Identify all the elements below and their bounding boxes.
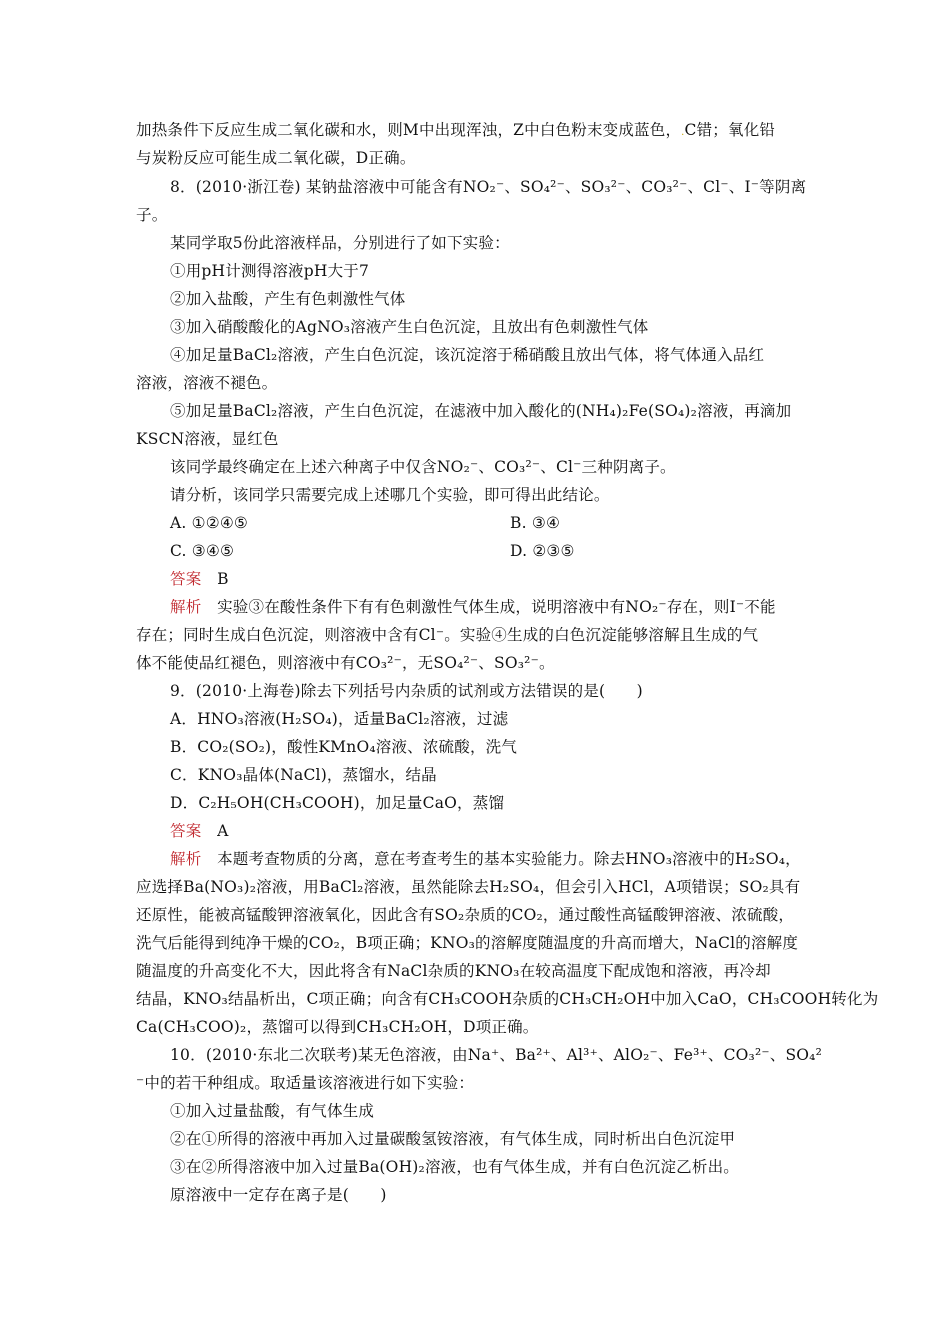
text-line: Ca(CH₃COO)₂，蒸馏可以得到CH₃CH₂OH，D项正确。 <box>136 1018 539 1036</box>
text-line: 存在；同时生成白色沉淀，则溶液中含有Cl⁻。实验④生成的白色沉淀能够溶解且生成的气 <box>136 626 759 644</box>
analysis-label: 解析 <box>170 850 202 868</box>
text-line: 某同学取5份此溶液样品，分别进行了如下实验： <box>170 234 510 252</box>
experiment-1: ①加入过量盐酸，有气体生成 <box>170 1102 375 1120</box>
text-line: 子。 <box>136 206 168 224</box>
question-9-stem: 9．(2010·上海卷)除去下列括号内杂质的试剂或方法错误的是( ) <box>170 682 643 700</box>
text-line: 该同学最终确定在上述六种离子中仅含NO₂⁻、CO₃²⁻、Cl⁻三种阴离子。 <box>170 458 676 476</box>
text-line: 应选择Ba(NO₃)₂溶液，用BaCl₂溶液，虽然能除去H₂SO₄，但会引入HCl，A项错误；SO₂具有 <box>136 878 801 896</box>
answer-line <box>170 821 229 841</box>
analysis-text: 实验③在酸性条件下有有色刺激性气体生成，说明溶液中有NO₂⁻存在，则I⁻不能 <box>217 598 776 616</box>
text-line <box>136 120 775 143</box>
answer-value: A <box>217 822 229 840</box>
option-d: D．C₂H₅OH(CH₃COOH)，加足量CaO，蒸馏 <box>170 794 505 812</box>
answer-value: B <box>217 570 229 588</box>
analysis-text: 本题考查物质的分离，意在考查考生的基本实验能力。除去HNO₃溶液中的H₂SO₄， <box>217 850 801 868</box>
option-b: B．CO₂(SO₂)，酸性KMnO₄溶液、浓硫酸，洗气 <box>170 738 518 756</box>
analysis-line <box>170 849 801 869</box>
text-line: ⁻中的若干种组成。取适量该溶液进行如下实验： <box>136 1074 475 1092</box>
text-line: 溶液，溶液不褪色。 <box>136 374 278 392</box>
text-segment: C错；氧化铅 <box>684 121 776 139</box>
option-c: C．KNO₃晶体(NaCl)，蒸馏水，结晶 <box>170 766 437 784</box>
text-line: 洗气后能得到纯净干燥的CO₂，B项正确；KNO₃的溶解度随温度的升高而增大，NaCl的溶解度 <box>136 934 799 952</box>
option-b: B. ③④ <box>510 514 561 532</box>
experiment-2: ②在①所得的溶液中再加入过量碳酸氢铵溶液，有气体生成，同时析出白色沉淀甲 <box>170 1130 736 1148</box>
text-line: 结晶，KNO₃结晶析出，C项正确；向含有CH₃COOH杂质的CH₃CH₂OH中加入CaO，CH₃COOH转化为 <box>136 990 879 1008</box>
text-line: 与炭粉反应可能生成二氧化碳，D正确。 <box>136 149 416 167</box>
text-line: 体不能使品红褪色，则溶液中有CO₃²⁻，无SO₄²⁻、SO₃²⁻。 <box>136 654 555 672</box>
experiment-1: ①用pH计测得溶液pH大于7 <box>170 262 370 280</box>
option-d: D. ②③⑤ <box>510 542 575 560</box>
experiment-5: ⑤加足量BaCl₂溶液，产生白色沉淀，在滤液中加入酸化的(NH₄)₂Fe(SO₄)₂溶液，再滴加 <box>170 402 792 420</box>
answer-label: 答案 <box>170 822 202 840</box>
option-a: A. ①②④⑤ <box>170 514 249 532</box>
option-a: A．HNO₃溶液(H₂SO₄)，适量BaCl₂溶液，过滤 <box>170 710 509 728</box>
text-line: 随温度的升高变化不大，因此将含有NaCl杂质的KNO₃在较高温度下配成饱和溶液，再冷却 <box>136 962 771 980</box>
experiment-3: ③在②所得溶液中加入过量Ba(OH)₂溶液，也有气体生成，并有白色沉淀乙析出。 <box>170 1158 739 1176</box>
question-8-stem: 8．(2010·浙江卷) 某钠盐溶液中可能含有NO₂⁻、SO₄²⁻、SO₃²⁻、CO₃²⁻、Cl⁻、I⁻等阴离 <box>170 178 807 196</box>
experiment-2: ②加入盐酸，产生有色刺激性气体 <box>170 290 406 308</box>
analysis-label: 解析 <box>170 598 202 616</box>
text-segment: 加热条件下反应生成二氧化碳和水，则M中出现浑浊，Z中白色粉末变成蓝色， <box>136 121 682 139</box>
text-line: 原溶液中一定存在离子是( ) <box>170 1186 387 1204</box>
text-line: 请分析，该同学只需要完成上述哪几个实验，即可得出此结论。 <box>170 486 610 504</box>
option-c: C. ③④⑤ <box>170 542 235 560</box>
highlight-mark: . <box>681 127 685 138</box>
text-line: KSCN溶液，显红色 <box>136 430 279 448</box>
experiment-3: ③加入硝酸酸化的AgNO₃溶液产生白色沉淀，且放出有色刺激性气体 <box>170 318 649 336</box>
answer-line <box>170 569 229 589</box>
text-line: 还原性，能被高锰酸钾溶液氧化，因此含有SO₂杂质的CO₂，通过酸性高锰酸钾溶液、浓硫酸， <box>136 906 795 924</box>
answer-label: 答案 <box>170 570 202 588</box>
question-10-stem: 10．(2010·东北二次联考)某无色溶液，由Na⁺、Ba²⁺、Al³⁺、AlO₂⁻、Fe³⁺、CO₃²⁻、SO₄² <box>170 1046 823 1064</box>
experiment-4: ④加足量BaCl₂溶液，产生白色沉淀，该沉淀溶于稀硝酸且放出气体，将气体通入品红 <box>170 346 765 364</box>
analysis-line <box>170 597 776 617</box>
